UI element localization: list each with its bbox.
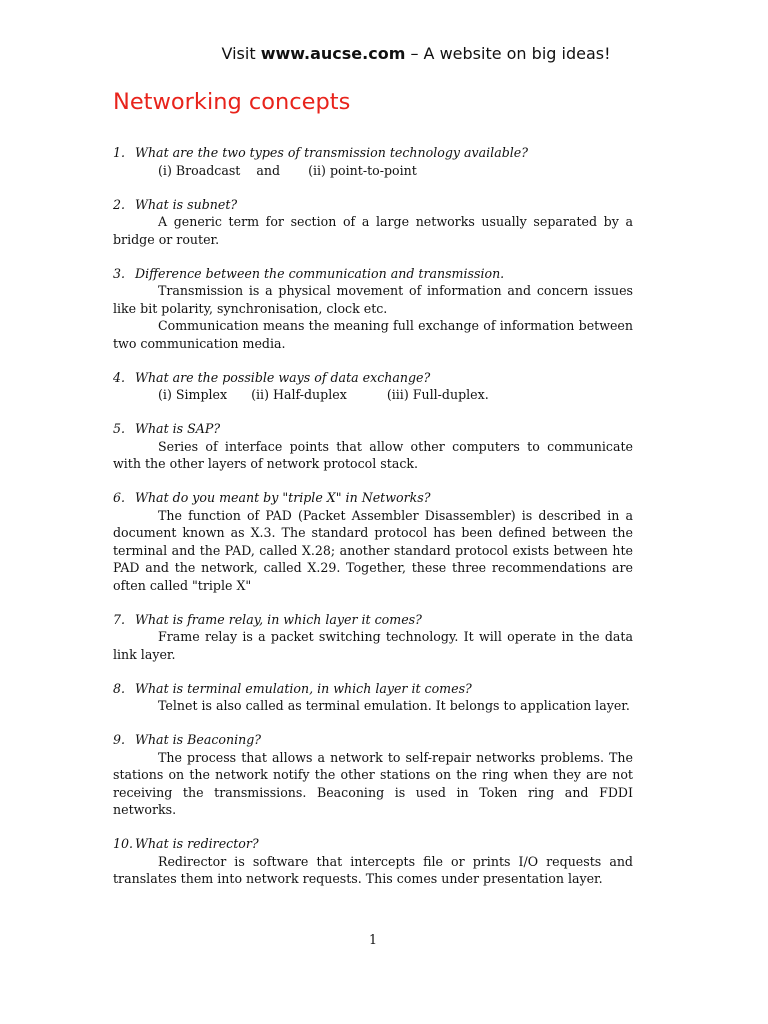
- question: [113, 196, 633, 214]
- qa-item-1: [113, 144, 633, 179]
- question-number: 10.: [113, 836, 134, 851]
- question-number: 9.: [113, 732, 126, 747]
- question: [113, 731, 633, 749]
- qa-item-3: [113, 265, 633, 353]
- question: [113, 144, 633, 162]
- question-number: 2.: [113, 196, 126, 212]
- question-number: 5.: [113, 421, 126, 436]
- qa-item-6: [113, 489, 633, 594]
- question: [113, 420, 633, 438]
- question-text: What is SAP?: [135, 421, 221, 436]
- question: [113, 369, 633, 387]
- question: [113, 265, 633, 283]
- question: [113, 489, 633, 507]
- answer-text: Frame relay is a packet switching technology. It will operate in the data link layer.: [113, 629, 633, 662]
- question-text: What do you meant by "triple X" in Networks?: [135, 490, 431, 505]
- question-text: What is frame relay, in which layer it comes?: [135, 611, 422, 627]
- page-number: 1: [369, 932, 378, 947]
- header-visit: Visit: [221, 44, 256, 63]
- qa-list: [113, 144, 633, 904]
- qa-item-2: [113, 196, 633, 249]
- answer-text: Transmission is a physical movement of information and concern issues like bit polarity, synchronisation, clock etc.: [113, 283, 633, 316]
- qa-item-8: [113, 680, 633, 715]
- question-number: 7.: [113, 611, 126, 627]
- question-text: What are the two types of transmission technology available?: [135, 145, 529, 160]
- question: [113, 835, 633, 853]
- answer-text: Communication means the meaning full exchange of information between two communication media.: [113, 318, 633, 351]
- header-tagline: – A website on big ideas!: [410, 44, 611, 63]
- answer-text: A generic term for section of a large networks usually separated by a bridge or router.: [113, 214, 633, 247]
- answer-text: Series of interface points that allow other computers to communicate with the other layers of network protocol stack.: [113, 438, 633, 471]
- question-text: What is subnet?: [135, 196, 238, 212]
- question-number: 8.: [113, 680, 126, 696]
- question-text: What is redirector?: [135, 836, 259, 851]
- qa-item-10: [113, 835, 633, 888]
- answer-options: (i) Broadcast and (ii) point-to-point: [158, 162, 417, 178]
- website-link[interactable]: www.aucse.com: [260, 44, 406, 63]
- question-text: What is Beaconing?: [135, 732, 262, 747]
- question: [113, 611, 633, 629]
- answer-text: The process that allows a network to self-repair networks problems. The stations on the network notify the other stations on the ring when they are not receiving the transmissions. Beaconing is used in Token ring and FDDI networks.: [113, 749, 633, 817]
- answer-options: (i) Simplex (ii) Half-duplex (iii) Full-duplex.: [158, 387, 489, 402]
- answer-text: Redirector is software that intercepts file or prints I/O requests and translates them into network requests. This comes under presentation layer.: [113, 853, 633, 886]
- answer-text: Telnet is also called as terminal emulation. It belongs to application layer.: [158, 698, 630, 713]
- question-number: 3.: [113, 265, 126, 281]
- qa-item-5: [113, 420, 633, 473]
- qa-item-4: [113, 369, 633, 404]
- question-number: 6.: [113, 490, 126, 505]
- question-number: 1.: [113, 145, 126, 160]
- question-number: 4.: [113, 369, 126, 385]
- question-text: What is terminal emulation, in which layer it comes?: [135, 680, 472, 696]
- header-banner: [0, 44, 768, 63]
- question-text: What are the possible ways of data exchange?: [135, 369, 431, 385]
- page-title: Networking concepts: [113, 89, 351, 115]
- answer-text: The function of PAD (Packet Assembler Disassembler) is described in a document known as X.3. The standard protocol has been defined between the terminal and the PAD, called X.28; another standard protocol exists between hte PAD and the network, called X.29. Together, these three recommendations are often called "triple X": [113, 507, 633, 593]
- qa-item-9: [113, 731, 633, 819]
- question-text: Difference between the communication and transmission.: [135, 265, 505, 281]
- question: [113, 680, 633, 698]
- qa-item-7: [113, 611, 633, 664]
